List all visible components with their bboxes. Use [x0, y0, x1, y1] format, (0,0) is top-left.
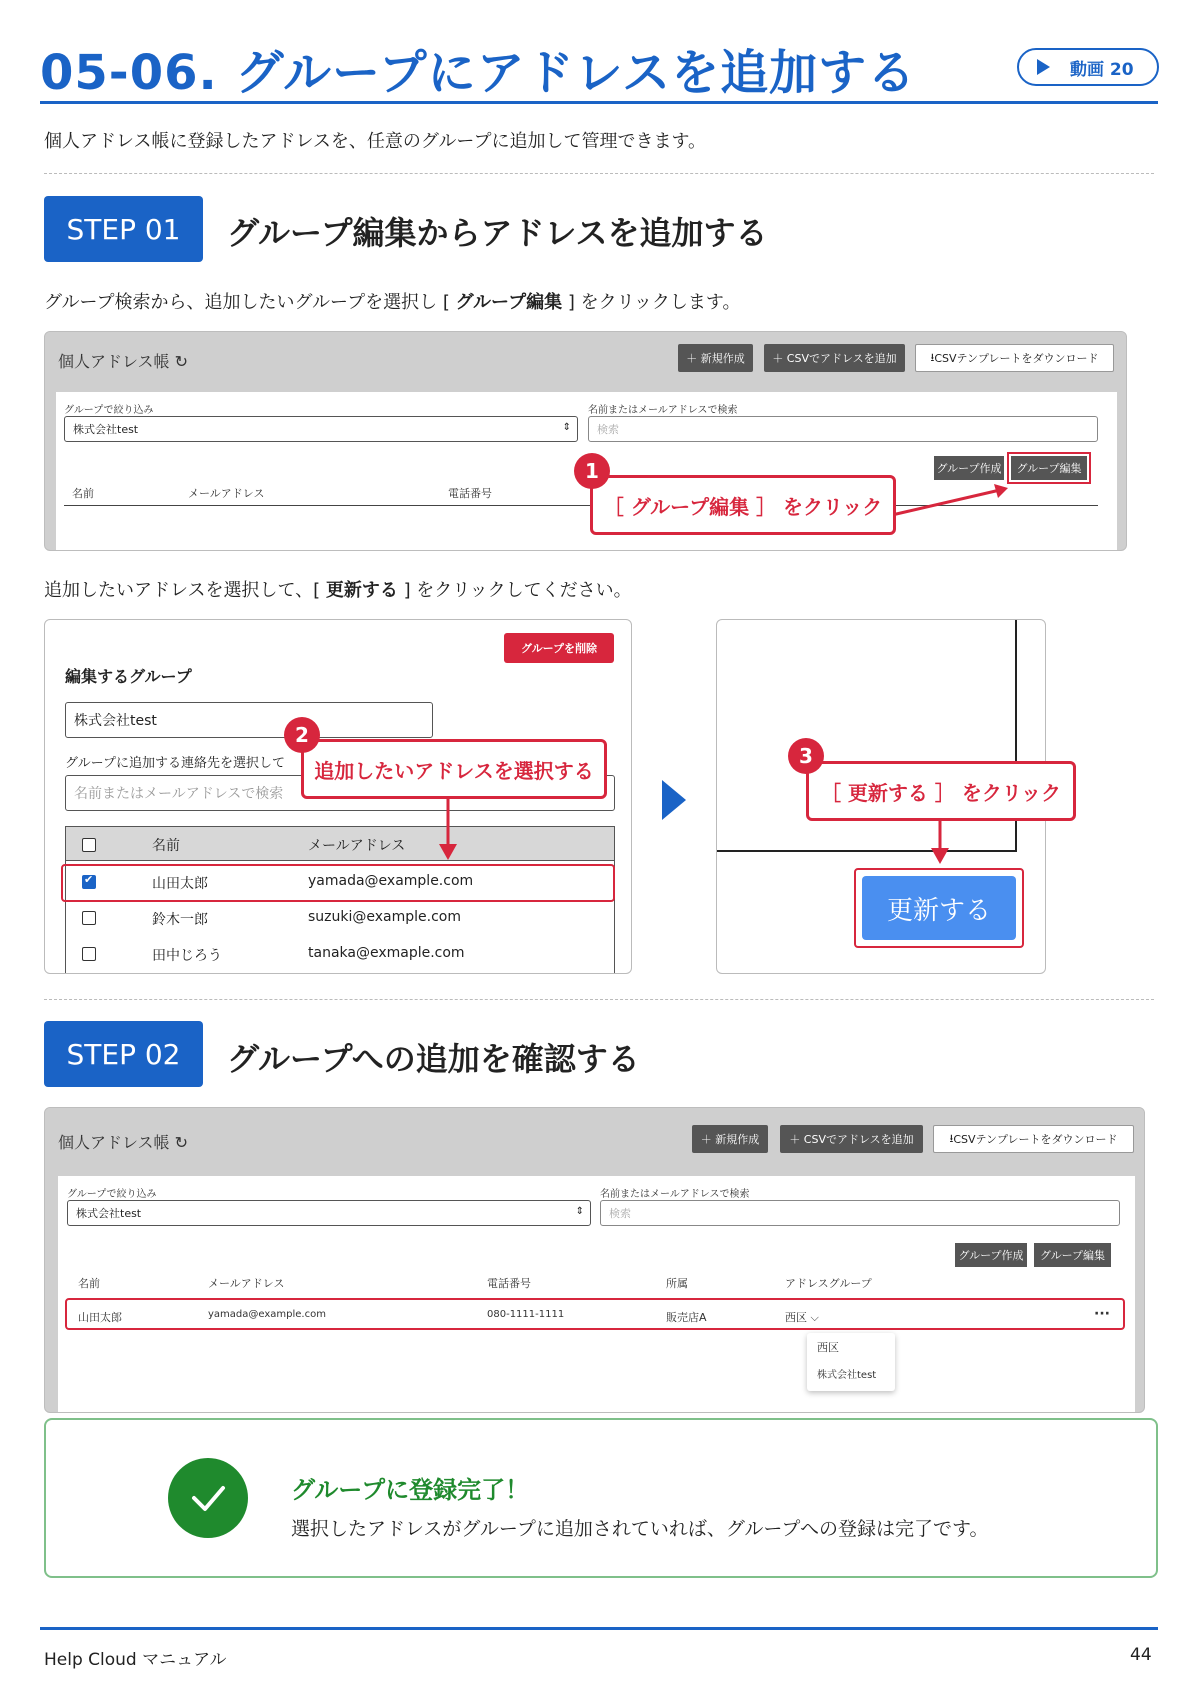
csv-template-button[interactable]: ⭳ CSVテンプレートをダウンロード	[933, 1125, 1134, 1153]
chevron-down-icon: ⌵	[810, 1311, 819, 1324]
table-row[interactable]: 田中じろう tanaka@exmaple.com	[66, 937, 614, 971]
edit-group-heading: 編集するグループ	[65, 667, 192, 686]
page-title: 05-06. グループにアドレスを追加する	[40, 45, 917, 101]
callout-arrow-1	[890, 480, 1020, 520]
select-all-checkbox[interactable]	[82, 838, 96, 852]
group-create-button[interactable]: グループ作成	[955, 1243, 1027, 1267]
completion-box	[44, 1418, 1158, 1578]
dropdown-item[interactable]: 株式会社test	[817, 1370, 877, 1381]
group-filter-select[interactable]: 株式会社test ⇕	[64, 416, 578, 442]
completion-title: グループに登録完了！	[291, 1476, 530, 1504]
screenshot-group-confirm: 個人アドレス帳 ↻ ＋ 新規作成 ＋ CSVでアドレスを追加 ⭳ CSVテンプレートをダウンロード グループで絞り込み 株式会社test ⇕ 名前またはメールアドレスで検索 検索 グループ作成 グループ編集 名前 メールアドレス 電話番号 所属 アドレスグループ 山田太郎 yamada@example.com 080-1111-1111 販売店A 西区 ⌵ ··· 西区 株式会社test	[44, 1107, 1145, 1413]
search-input[interactable]: 検索	[588, 416, 1098, 442]
row-checkbox[interactable]: ✔	[82, 875, 96, 889]
step-badge-1: STEP 01	[44, 196, 203, 262]
completion-text: 選択したアドレスがグループに追加されていれば、グループへの登録は完了です。	[291, 1518, 989, 1540]
step1-instruction-2: 追加したいアドレスを選択して、[ 更新する ] をクリックしてください。	[44, 580, 632, 601]
callout-group-edit: ［ グループ編集 ］ をクリック	[590, 475, 896, 535]
table-row[interactable]: ✔ 山田太郎 yamada@example.com	[84, 873, 474, 892]
step-title-1: グループ編集からアドレスを追加する	[227, 214, 768, 252]
group-create-button[interactable]: グループ作成	[934, 456, 1004, 480]
delete-group-button[interactable]: グループを削除	[504, 633, 614, 663]
app-title: 個人アドレス帳 ↻	[58, 352, 189, 371]
group-cell[interactable]: 西区 ⌵	[785, 1311, 819, 1324]
new-button[interactable]: ＋ 新規作成	[692, 1125, 768, 1153]
callout-arrow-2	[436, 794, 460, 864]
download-icon: ⭳	[930, 350, 935, 364]
app-title: 個人アドレス帳 ↻	[58, 1133, 189, 1152]
section-divider	[44, 173, 1154, 174]
more-icon[interactable]: ···	[1094, 1306, 1110, 1322]
group-edit-button[interactable]: グループ編集	[1034, 1243, 1111, 1267]
table-row[interactable]: 鈴木一郎 suzuki@example.com	[66, 901, 614, 935]
callout-select-address: 追加したいアドレスを選択する	[301, 739, 607, 799]
step-title-2: グループへの追加を確認する	[227, 1040, 640, 1078]
select-arrow-icon: ⇕	[562, 422, 571, 433]
selected-row-highlight	[61, 864, 615, 902]
intro-text: 個人アドレス帳に登録したアドレスを、任意のグループに追加して管理できます。	[44, 131, 707, 152]
next-arrow-icon	[662, 780, 686, 820]
table-row[interactable]: 山田太郎 yamada@example.com 080-1111-1111 販売店A 西区 ⌵ ···	[65, 1298, 1125, 1330]
group-dropdown	[807, 1333, 895, 1391]
footer-title: Help Cloud マニュアル	[44, 1650, 227, 1670]
update-button[interactable]: 更新する	[862, 876, 1016, 940]
download-icon: ⭳	[949, 1131, 954, 1145]
callout-update: ［ 更新する ］ をクリック	[806, 761, 1076, 821]
footer-divider	[40, 1627, 1158, 1630]
step1-instruction: グループ検索から、追加したいグループを選択し [ グループ編集 ] をクリックします。	[44, 292, 741, 313]
row-checkbox[interactable]	[82, 911, 96, 925]
play-icon	[1037, 59, 1050, 75]
callout-number-1: 1	[574, 453, 610, 489]
section-divider	[44, 999, 1154, 1000]
callout-number-2: 2	[284, 717, 320, 753]
select-arrow-icon: ⇕	[575, 1206, 584, 1217]
dropdown-item[interactable]: 西区	[817, 1341, 839, 1354]
contact-search-input[interactable]: 名前またはメールアドレスで検索	[65, 775, 615, 811]
csv-add-button[interactable]: ＋ CSVでアドレスを追加	[780, 1125, 923, 1153]
group-edit-button[interactable]: グループ編集	[1011, 456, 1087, 480]
row-checkbox[interactable]	[82, 947, 96, 961]
csv-template-button[interactable]: ⭳ CSVテンプレートをダウンロード	[915, 344, 1114, 372]
video-label: 動画 20	[1070, 59, 1134, 80]
callout-arrow-3	[928, 818, 952, 868]
page-number: 44	[1130, 1645, 1152, 1665]
title-divider	[40, 101, 1158, 104]
group-name-input[interactable]: 株式会社test	[65, 702, 433, 738]
new-button[interactable]: ＋ 新規作成	[678, 344, 753, 372]
contact-table: 名前 メールアドレス ✔ 山田太郎 yamada@example.com 鈴木一郎 suzuki@example.com 田中じろう tanaka@exmaple.com	[65, 826, 615, 974]
search-input[interactable]: 検索	[600, 1200, 1120, 1226]
video-badge[interactable]	[1017, 48, 1159, 86]
csv-add-button[interactable]: ＋ CSVでアドレスを追加	[764, 344, 905, 372]
screenshot-group-search: 個人アドレス帳 ↻ ＋ 新規作成 ＋ CSVでアドレスを追加 ⭳ CSVテンプレートをダウンロード グループで絞り込み 株式会社test ⇕ 名前またはメールアドレスで検索 検索 グループ作成 グループ編集 名前 メールアドレス 電話番号	[44, 331, 1127, 551]
select-contacts-label: グループに追加する連絡先を選択して	[65, 756, 285, 771]
refresh-icon[interactable]: ↻	[174, 352, 189, 371]
callout-number-3: 3	[788, 738, 824, 774]
refresh-icon[interactable]: ↻	[174, 1133, 189, 1152]
check-icon	[168, 1458, 248, 1538]
step-badge-2: STEP 02	[44, 1021, 203, 1087]
group-filter-select[interactable]: 株式会社test ⇕	[67, 1200, 591, 1226]
